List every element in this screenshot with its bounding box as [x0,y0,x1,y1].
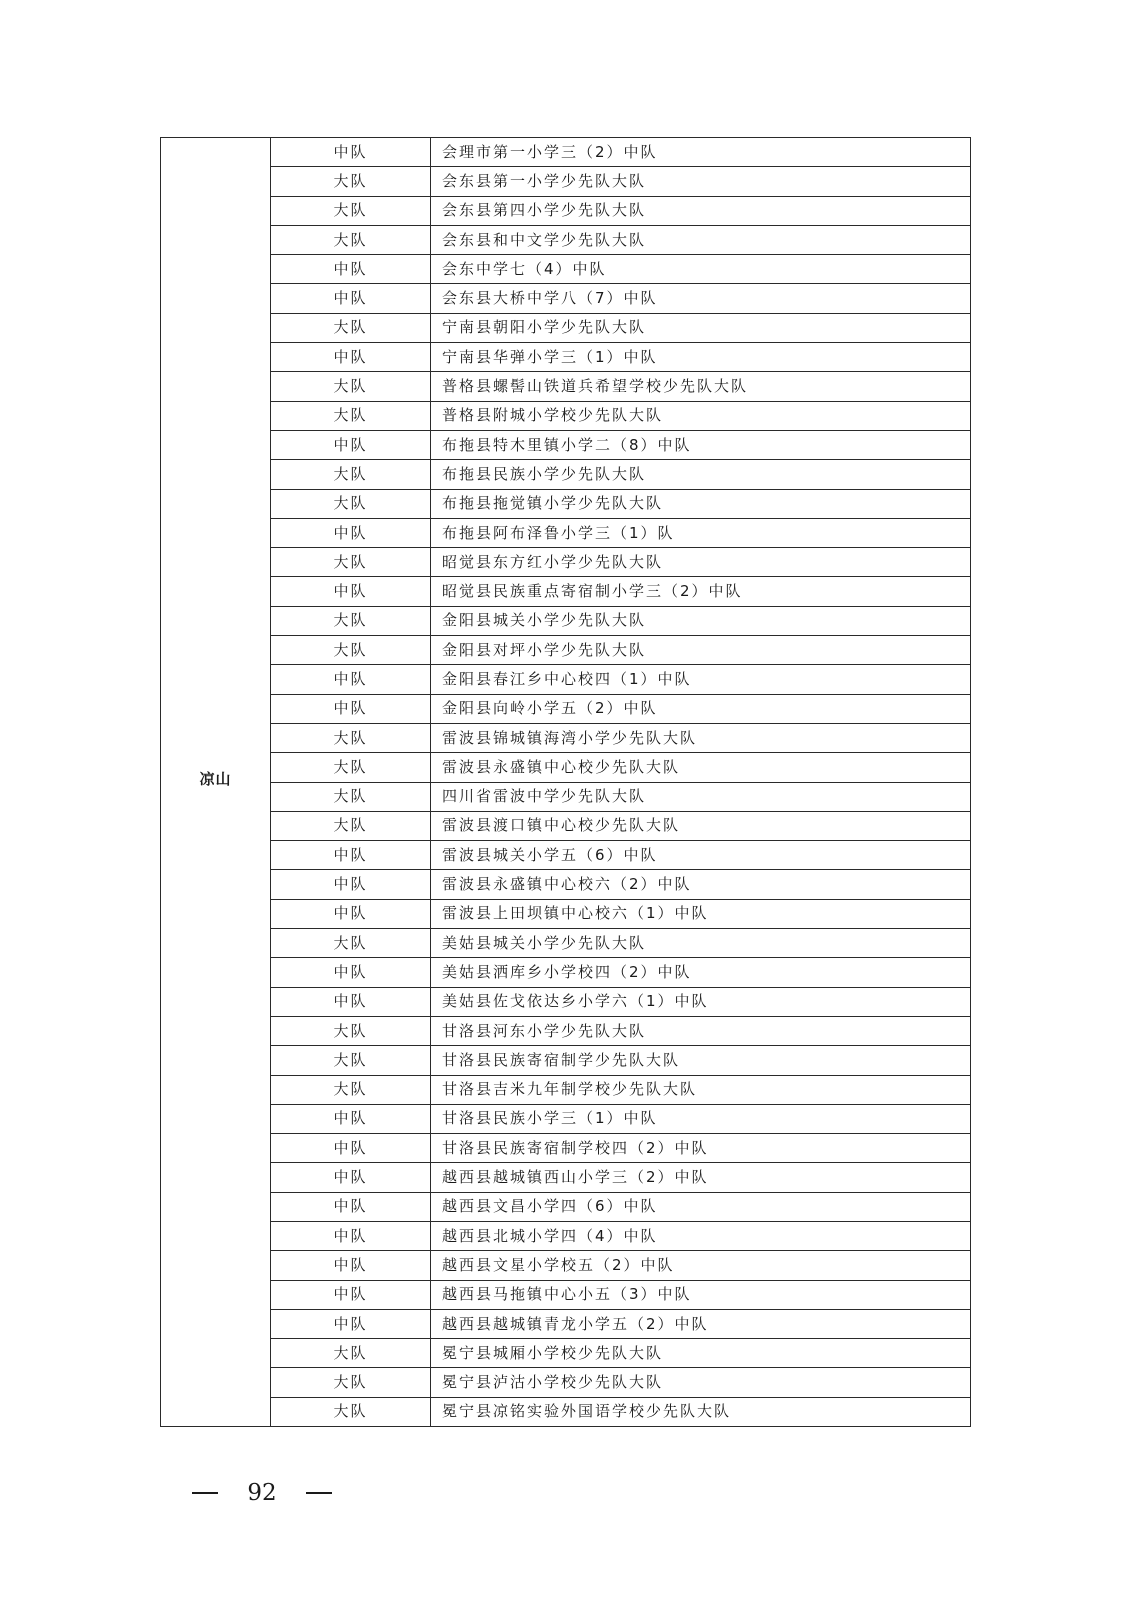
table-row [161,694,971,723]
level-cell: 大队 [271,753,431,782]
unit-cell: 普格县附城小学校少先队大队 [431,401,971,430]
table-row [161,1016,971,1045]
roster-body [161,138,971,1427]
level-cell: 大队 [271,196,431,225]
level-cell: 大队 [271,1339,431,1368]
unit-cell: 甘洛县民族寄宿制学校四（2）中队 [431,1134,971,1163]
unit-cell: 雷波县渡口镇中心校少先队大队 [431,811,971,840]
unit-cell: 雷波县永盛镇中心校少先队大队 [431,753,971,782]
unit-cell: 宁南县朝阳小学少先队大队 [431,313,971,342]
level-cell: 大队 [271,372,431,401]
table-row [161,284,971,313]
unit-cell: 越西县越城镇西山小学三（2）中队 [431,1163,971,1192]
table-row [161,1192,971,1221]
level-cell: 大队 [271,606,431,635]
table-row [161,401,971,430]
unit-cell: 甘洛县吉米九年制学校少先队大队 [431,1075,971,1104]
table-row [161,1280,971,1309]
level-cell: 中队 [271,1104,431,1133]
table-row [161,811,971,840]
unit-cell: 越西县马拖镇中心小五（3）中队 [431,1280,971,1309]
page-footer [192,1473,332,1513]
level-cell: 大队 [271,167,431,196]
unit-cell: 金阳县春江乡中心校四（1）中队 [431,665,971,694]
unit-cell: 美姑县佐戈依达乡小学六（1）中队 [431,987,971,1016]
right-dash [306,1492,332,1494]
table-row [161,782,971,811]
table-row [161,929,971,958]
level-cell: 大队 [271,1046,431,1075]
unit-cell: 普格县螺髻山铁道兵希望学校少先队大队 [431,372,971,401]
level-cell: 中队 [271,577,431,606]
level-cell: 大队 [271,1397,431,1426]
table-row [161,167,971,196]
unit-cell: 四川省雷波中学少先队大队 [431,782,971,811]
level-cell: 大队 [271,1075,431,1104]
unit-cell: 会东中学七（4）中队 [431,255,971,284]
page-number: 92 [247,1480,277,1506]
level-cell: 中队 [271,430,431,459]
table-row [161,489,971,518]
table-row [161,255,971,284]
table-row [161,1163,971,1192]
table-row [161,430,971,459]
level-cell: 大队 [271,225,431,254]
unit-cell: 越西县北城小学四（4）中队 [431,1221,971,1250]
level-cell: 大队 [271,723,431,752]
unit-cell: 美姑县城关小学少先队大队 [431,929,971,958]
table-row [161,723,971,752]
unit-cell: 甘洛县河东小学少先队大队 [431,1016,971,1045]
table-row [161,1046,971,1075]
table-row [161,1309,971,1338]
unit-cell: 宁南县华弹小学三（1）中队 [431,343,971,372]
left-dash [192,1492,218,1494]
table-row [161,1397,971,1426]
table-row [161,372,971,401]
unit-cell: 雷波县永盛镇中心校六（2）中队 [431,870,971,899]
unit-cell: 布拖县阿布泽鲁小学三（1）队 [431,518,971,547]
table-row [161,753,971,782]
table-row [161,548,971,577]
unit-cell: 越西县文昌小学四（6）中队 [431,1192,971,1221]
table-row [161,518,971,547]
table-row [161,1104,971,1133]
table-row [161,606,971,635]
unit-cell: 昭觉县民族重点寄宿制小学三（2）中队 [431,577,971,606]
level-cell: 大队 [271,460,431,489]
level-cell: 中队 [271,1221,431,1250]
table-row [161,958,971,987]
level-cell: 中队 [271,343,431,372]
level-cell: 大队 [271,1368,431,1397]
table-row [161,1368,971,1397]
unit-cell: 会东县和中文学少先队大队 [431,225,971,254]
level-cell: 中队 [271,899,431,928]
level-cell: 中队 [271,284,431,313]
unit-cell: 会东县第一小学少先队大队 [431,167,971,196]
unit-cell: 冕宁县凉铭实验外国语学校少先队大队 [431,1397,971,1426]
table-row [161,665,971,694]
table-row [161,313,971,342]
unit-cell: 布拖县特木里镇小学二（8）中队 [431,430,971,459]
table-row [161,1251,971,1280]
level-cell: 大队 [271,401,431,430]
table-row [161,1221,971,1250]
level-cell: 大队 [271,782,431,811]
table-row [161,1134,971,1163]
level-cell: 中队 [271,1134,431,1163]
unit-cell: 美姑县洒库乡小学校四（2）中队 [431,958,971,987]
level-cell: 中队 [271,665,431,694]
unit-cell: 会理市第一小学三（2）中队 [431,138,971,167]
table-row [161,899,971,928]
unit-cell: 会东县大桥中学八（7）中队 [431,284,971,313]
level-cell: 大队 [271,1016,431,1045]
level-cell: 大队 [271,313,431,342]
table-row [161,1075,971,1104]
level-cell: 中队 [271,958,431,987]
unit-cell: 昭觉县东方红小学少先队大队 [431,548,971,577]
roster-table [160,137,971,1427]
table-row [161,841,971,870]
level-cell: 大队 [271,489,431,518]
table-row [161,1339,971,1368]
level-cell: 中队 [271,518,431,547]
unit-cell: 金阳县向岭小学五（2）中队 [431,694,971,723]
level-cell: 中队 [271,1309,431,1338]
unit-cell: 甘洛县民族寄宿制学少先队大队 [431,1046,971,1075]
level-cell: 中队 [271,1192,431,1221]
table-row [161,196,971,225]
level-cell: 中队 [271,987,431,1016]
table-row [161,636,971,665]
unit-cell: 金阳县对坪小学少先队大队 [431,636,971,665]
table-row [161,460,971,489]
level-cell: 中队 [271,255,431,284]
unit-cell: 金阳县城关小学少先队大队 [431,606,971,635]
level-cell: 大队 [271,548,431,577]
unit-cell: 布拖县民族小学少先队大队 [431,460,971,489]
table-row [161,870,971,899]
table-row [161,987,971,1016]
unit-cell: 越西县越城镇青龙小学五（2）中队 [431,1309,971,1338]
table-row [161,343,971,372]
level-cell: 中队 [271,694,431,723]
level-cell: 中队 [271,138,431,167]
table-row [161,577,971,606]
level-cell: 大队 [271,811,431,840]
unit-cell: 雷波县城关小学五（6）中队 [431,841,971,870]
level-cell: 中队 [271,841,431,870]
unit-cell: 雷波县上田坝镇中心校六（1）中队 [431,899,971,928]
table-row [161,225,971,254]
level-cell: 中队 [271,1280,431,1309]
unit-cell: 甘洛县民族小学三（1）中队 [431,1104,971,1133]
table-row [161,138,971,167]
unit-cell: 冕宁县城厢小学校少先队大队 [431,1339,971,1368]
region-cell: 凉山 [161,138,271,1427]
level-cell: 中队 [271,870,431,899]
level-cell: 中队 [271,1251,431,1280]
level-cell: 大队 [271,929,431,958]
unit-cell: 冕宁县泸沽小学校少先队大队 [431,1368,971,1397]
level-cell: 中队 [271,1163,431,1192]
unit-cell: 雷波县锦城镇海湾小学少先队大队 [431,723,971,752]
unit-cell: 越西县文星小学校五（2）中队 [431,1251,971,1280]
unit-cell: 布拖县拖觉镇小学少先队大队 [431,489,971,518]
unit-cell: 会东县第四小学少先队大队 [431,196,971,225]
level-cell: 大队 [271,636,431,665]
